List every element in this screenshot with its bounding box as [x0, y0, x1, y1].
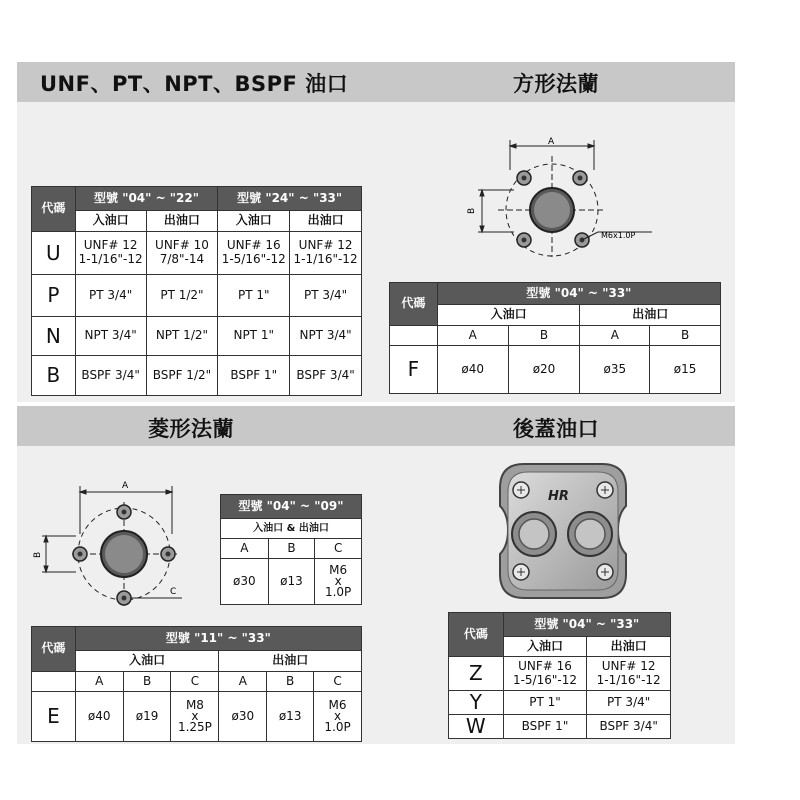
table-row — [32, 232, 362, 275]
table-cell: PT 3/4" — [587, 691, 671, 715]
col-header: C — [171, 672, 219, 692]
inlet-header: 入油口 — [437, 305, 580, 326]
col-header: B — [650, 326, 721, 346]
table-row — [449, 691, 671, 715]
table-cell: M8 x 1.25P — [171, 692, 219, 742]
model-header: 型號 "04" ~ "22" — [75, 187, 218, 211]
inlet-header: 入油口 — [218, 211, 290, 232]
table-row — [32, 275, 362, 317]
table-cell: UNF# 12 1-1/16"-12 — [290, 232, 362, 275]
table-cell: BSPF 1" — [503, 715, 587, 739]
model-header: 型號 "04" ~ "33" — [437, 283, 720, 305]
diamond-table — [31, 626, 362, 742]
table-row — [32, 356, 362, 396]
table-cell: ø13 — [268, 559, 315, 605]
table-cell: UNF# 10 7/8"-14 — [146, 232, 218, 275]
table-cell: PT 1" — [218, 275, 290, 317]
hr-logo: HR — [548, 489, 569, 504]
outlet-header: 出油口 — [580, 305, 721, 326]
col-header: A — [437, 326, 508, 346]
col-header: A — [580, 326, 650, 346]
model-header: 型號 "24" ~ "33" — [218, 187, 362, 211]
table-cell: UNF# 16 1-5/16"-12 — [218, 232, 290, 275]
table-row — [32, 317, 362, 356]
table-row — [449, 715, 671, 739]
table-row — [390, 346, 721, 394]
table-cell: ø30 — [219, 692, 267, 742]
diamond-flange-title: 菱形法蘭 — [148, 417, 234, 441]
outlet-header: 出油口 — [219, 651, 362, 672]
table-cell: UNF# 12 1-1/16"-12 — [587, 657, 671, 691]
row-code: Z — [449, 657, 504, 691]
bottom-header-band — [17, 406, 735, 446]
col-header: B — [268, 539, 315, 559]
code-header: 代碼 — [449, 613, 504, 657]
table-cell: PT 3/4" — [75, 275, 146, 317]
table-cell: NPT 3/4" — [75, 317, 146, 356]
table-row — [32, 692, 362, 742]
row-code: B — [32, 356, 76, 396]
diamond-flange-drawing — [32, 474, 212, 614]
table-cell: ø13 — [267, 692, 314, 742]
table-cell: UNF# 16 1-5/16"-12 — [503, 657, 587, 691]
row-code: E — [32, 692, 76, 742]
table-cell: ø40 — [75, 692, 123, 742]
table-cell: M6 x 1.0P — [315, 559, 362, 605]
col-header: A — [75, 672, 123, 692]
table-row — [449, 657, 671, 691]
dim-a-label: A — [548, 137, 555, 147]
rear-cover-table — [448, 612, 671, 739]
row-code: N — [32, 317, 76, 356]
outlet-header: 出油口 — [587, 637, 671, 657]
table-cell: ø19 — [123, 692, 171, 742]
inlet-header: 入油口 — [75, 211, 146, 232]
row-code: Y — [449, 691, 504, 715]
table-cell: PT 1/2" — [146, 275, 218, 317]
code-header: 代碼 — [32, 187, 76, 232]
table-cell: NPT 1/2" — [146, 317, 218, 356]
table-cell: ø20 — [508, 346, 580, 394]
code-header: 代碼 — [32, 627, 76, 672]
outlet-header: 出油口 — [290, 211, 362, 232]
table-cell: ø30 — [221, 559, 269, 605]
dim-b-label: B — [467, 207, 477, 214]
square-flange-title: 方形法蘭 — [513, 72, 599, 96]
row-code: P — [32, 275, 76, 317]
oil-ports-table — [31, 186, 362, 396]
rear-cover-title: 後蓋油口 — [513, 417, 599, 441]
inlet-header: 入油口 — [75, 651, 219, 672]
inlet-header: 入油口 — [503, 637, 587, 657]
outlet-header: 出油口 — [146, 211, 218, 232]
row-code: U — [32, 232, 76, 275]
table-cell: UNF# 12 1-1/16"-12 — [75, 232, 146, 275]
diamond-small-table — [220, 494, 362, 605]
table-cell: BSPF 3/4" — [587, 715, 671, 739]
table-cell: NPT 3/4" — [290, 317, 362, 356]
table-cell: M6 x 1.0P — [314, 692, 362, 742]
oil-ports-title: UNF、PT、NPT、BSPF 油口 — [40, 72, 349, 96]
table-cell: BSPF 1/2" — [146, 356, 218, 396]
col-header: B — [123, 672, 171, 692]
rear-cover-drawing — [494, 458, 632, 604]
row-code: F — [390, 346, 438, 394]
model-header: 型號 "04" ~ "33" — [503, 613, 670, 637]
table-cell: PT 1" — [503, 691, 587, 715]
square-flange-table — [389, 282, 721, 394]
table-cell: BSPF 3/4" — [75, 356, 146, 396]
row-code: W — [449, 715, 504, 739]
model-header: 型號 "04" ~ "09" — [221, 495, 362, 519]
table-row — [221, 559, 362, 605]
table-cell: ø15 — [650, 346, 721, 394]
col-header: B — [508, 326, 580, 346]
table-cell: PT 3/4" — [290, 275, 362, 317]
thread-label: M6x1.0P — [601, 231, 636, 240]
dim-a-label: A — [122, 481, 129, 491]
inout-header: 入油口 & 出油口 — [221, 519, 362, 539]
col-header: A — [219, 672, 267, 692]
code-header: 代碼 — [390, 283, 438, 326]
col-header: B — [267, 672, 314, 692]
table-cell: ø40 — [437, 346, 508, 394]
table-cell: BSPF 1" — [218, 356, 290, 396]
col-header: C — [314, 672, 362, 692]
dim-c-label: C — [170, 587, 177, 597]
square-flange-drawing — [462, 132, 662, 257]
table-cell: ø35 — [580, 346, 650, 394]
col-header: A — [221, 539, 269, 559]
model-header: 型號 "11" ~ "33" — [75, 627, 361, 651]
dim-b-label: B — [33, 551, 43, 558]
table-cell: NPT 1" — [218, 317, 290, 356]
col-header: C — [315, 539, 362, 559]
table-cell: BSPF 3/4" — [290, 356, 362, 396]
